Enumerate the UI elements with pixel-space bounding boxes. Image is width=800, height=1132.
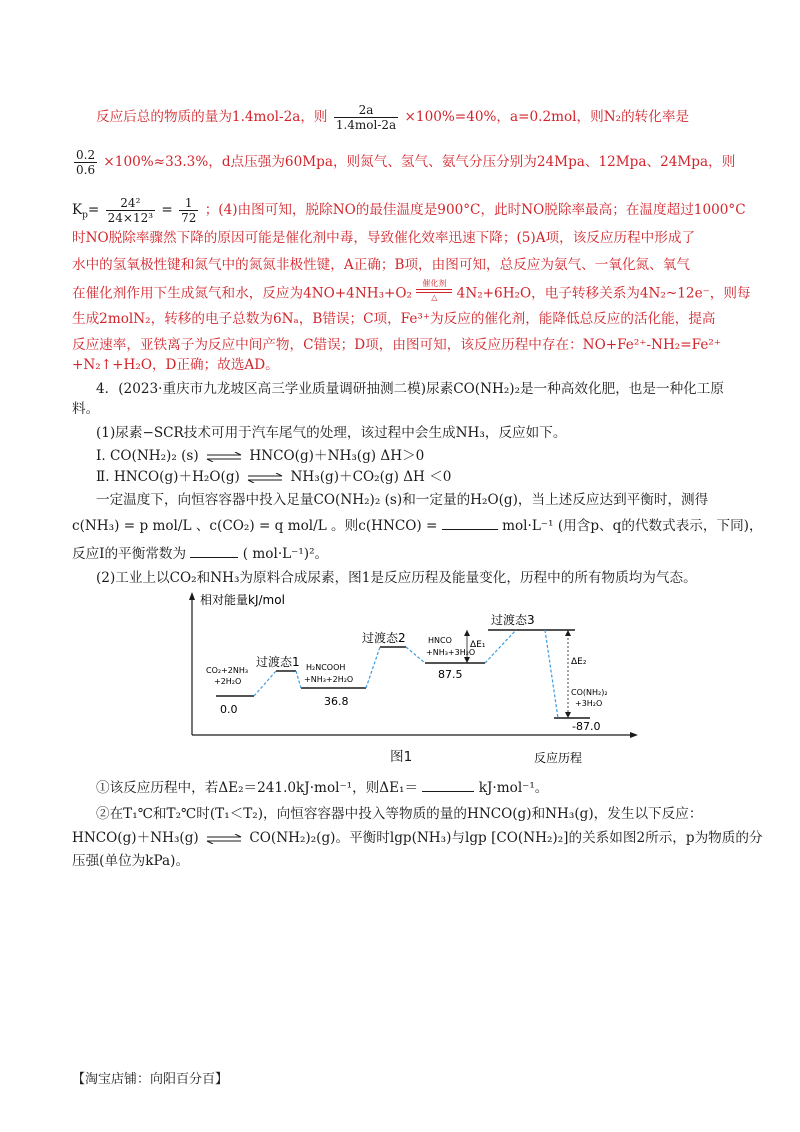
answer-line-8: 反应速率，亚铁离子为反应中间产物，C错误；D项，由图可知，该反应历程中存在：NO+Fe²⁺-NH₂=Fe²⁺ [72,337,721,353]
reaction-2 [96,468,451,486]
fraction [179,196,198,225]
species-label: HNCO [428,636,452,645]
species-label: H₂NCOOH [306,663,346,672]
equilibrium-arrow-icon [206,834,242,844]
transition-state-label: 过渡态1 [256,655,300,669]
products: HNCO(g)＋NH₃(g) ΔH＞0 [249,448,425,464]
fraction-denominator: 1.4mol-2a [335,118,397,132]
question-4-title: 4．(2023·重庆市九龙坡区高三学业质量调研抽测二模)尿素CO(NH₂)₂是一种高效化肥，也是一种化工原 [96,381,724,397]
answer-text: ×100%=40%，a=0.2mol，则N₂的转化率是 [404,109,690,125]
y-axis-arrow-icon [189,592,195,600]
figure-caption: 图1 [390,749,413,765]
reaction-1 [96,447,424,465]
reactants: HNCO(g)＋NH₃(g) [72,830,199,846]
fraction [106,196,155,225]
question-4-2-line-2: ②在T₁℃和T₂℃时(T₁＜T₂)，向恒容容器中投入等物质的量的HNCO(g)和NH₃(g)，发生以下反应： [96,806,703,822]
answer-line-2 [72,148,735,177]
arrow-up-icon [464,630,470,636]
answer-text: 反应后总的物质的量为1.4mol-2a，则 [96,109,328,125]
reactants: Ⅱ. HNCO(g)＋H₂O(g) [96,469,240,485]
fraction-denominator: 0.6 [76,163,96,177]
delta-e2-label: ΔE₂ [571,657,587,667]
species-label: CO(NH₂)₂ [571,688,608,697]
species-label: +NH₃+2H₂O [304,675,354,684]
reaction-condition-arrow: 催化剂 △ [416,280,452,302]
fraction-numerator: 24² [106,196,155,211]
question-4-line-6: 一定温度下，向恒容容器中投入足量CO(NH₂)₂ (s)和一定量的H₂O(g)，当上述反应达到平衡时，测得 [96,492,709,508]
answer-blank[interactable] [442,529,498,530]
fraction-denominator: 24×12³ [107,211,154,225]
y-axis-label: 相对能量kJ/mol [200,593,285,607]
answer-blank[interactable] [422,791,474,792]
answer-line-3: $K_p=$ $\frac{\text{24²}}{\text{24×12³}}$ = $\frac{1}{72}$ ；(4)由图可知，脱除NO的最佳温度是900°C，此时NO脱除率最高；在温度超过1000°C [72,196,746,225]
equilibrium-arrow-icon [206,452,242,462]
question-4-line-8 [72,545,328,563]
fraction-numerator: 0.2 [76,148,96,162]
x-axis-arrow-icon [630,732,638,738]
question-4-line-2: 料。 [72,401,100,417]
transition-state-label: 过渡态3 [491,613,535,627]
question-4-part-2: (2)工业上以CO₂和NH₃为原料合成尿素，图1是反应历程及能量变化，历程中的所有物质均为气态。 [96,570,697,586]
answer-text: ；(4)由图可知，脱除NO的最佳温度是900°C，此时NO脱除率最高；在温度超过1000°C [204,202,746,218]
kp-symbol: $K_p=$ [72,202,100,221]
species-label: +2H₂O [214,677,242,686]
energy-value: 87.5 [438,668,463,681]
fraction-numerator: 2a [334,103,398,118]
question-4-line-7 [72,517,763,535]
answer-line-7: 生成2molN₂，转移的电子总数为6Nₐ，B错误；C项，Fe³⁺为反应的催化剂，能降低总反应的活化能，提高 [72,311,716,327]
fraction-denominator: 72 [181,211,197,225]
question-text: c(NH₃) = p mol/L 、c(CO₂) = q mol/L 。则c(HNCO) = [72,518,438,534]
question-text: ①该反应历程中，若ΔE₂＝241.0kJ·mol⁻¹，则ΔE₁＝ [96,780,419,796]
question-text: kJ·mol⁻¹。 [478,780,549,796]
answer-line-6 [72,279,751,305]
arrow-down-icon [464,657,470,663]
answer-line-5: 水中的氢氧极性键和氮气中的氮氮非极性键，A正确；B项，由图可知，总反应为氨气、一氧化氮、氧气 [72,257,690,273]
reactants: Ⅰ. CO(NH₂)₂ (s) [96,448,199,464]
energy-profile-diagram [180,590,640,765]
question-4-2-line-3 [72,829,763,847]
answer-text: ×100%≈33.3%，d点压强为60Mpa，则氮气、氢气、氨气分压分别为24Mpa、12Mpa、24Mpa，则 [103,154,736,170]
answer-line-9: +N₂↑+H₂O，D正确；故选AD。 [72,357,279,373]
transition-state-label: 过渡态2 [362,631,406,645]
question-text: 反应Ⅰ的平衡常数为 [72,546,187,562]
fraction [334,103,398,132]
species-label: +NH₃+3H₂O [426,648,476,657]
question-4-2-line-4: 压强(单位为kPa)。 [72,853,190,869]
answer-text: 4N₂+6H₂O，电子转移关系为4N₂~12e⁻，则每 [456,285,751,302]
x-axis-label: 反应历程 [534,751,583,765]
transition-connectors [254,630,558,718]
answer-line-4: 时NO脱除率骤然下降的原因可能是催化剂中毒，导致催化效率迅速下降；(5)A项，该反应历程中形成了 [72,230,696,246]
delta-e1-label: ΔE₁ [470,640,486,650]
species-label: CO₂+2NH₃ [206,666,249,675]
question-text: CO(NH₂)₂(g)。平衡时lgp(NH₃)与lgp [CO(NH₂)₂]的关系如图2所示，p为物质的分 [249,830,763,846]
equilibrium-arrow-icon [247,473,283,483]
species-label: +3H₂O [575,699,603,708]
energy-value: -87.0 [572,720,601,733]
arrow-down-icon [565,712,571,718]
question-text: mol·L⁻¹ (用含p、q的代数式表示，下同)， [502,518,763,534]
question-text: ( mol·L⁻¹)²。 [242,546,329,562]
answer-line-1 [96,103,689,132]
question-4-part-1: (1)尿素−SCR技术可用于汽车尾气的处理，该过程中会生成NH₃，反应如下。 [96,425,567,441]
energy-value: 36.8 [324,695,349,708]
footer-shop-label: 【淘宝店铺：向阳百分百】 [72,1072,229,1087]
fraction [74,148,97,177]
arrow-up-icon [565,630,571,636]
answer-text: 在催化剂作用下生成氮气和水，反应为4NO+4NH₃+O₂ [72,285,413,302]
energy-value: 0.0 [220,703,238,716]
fraction-numerator: 1 [179,196,198,211]
answer-blank[interactable] [190,557,238,558]
question-4-2-line-1 [96,779,548,797]
products: NH₃(g)＋CO₂(g) ΔH ＜0 [290,469,452,485]
